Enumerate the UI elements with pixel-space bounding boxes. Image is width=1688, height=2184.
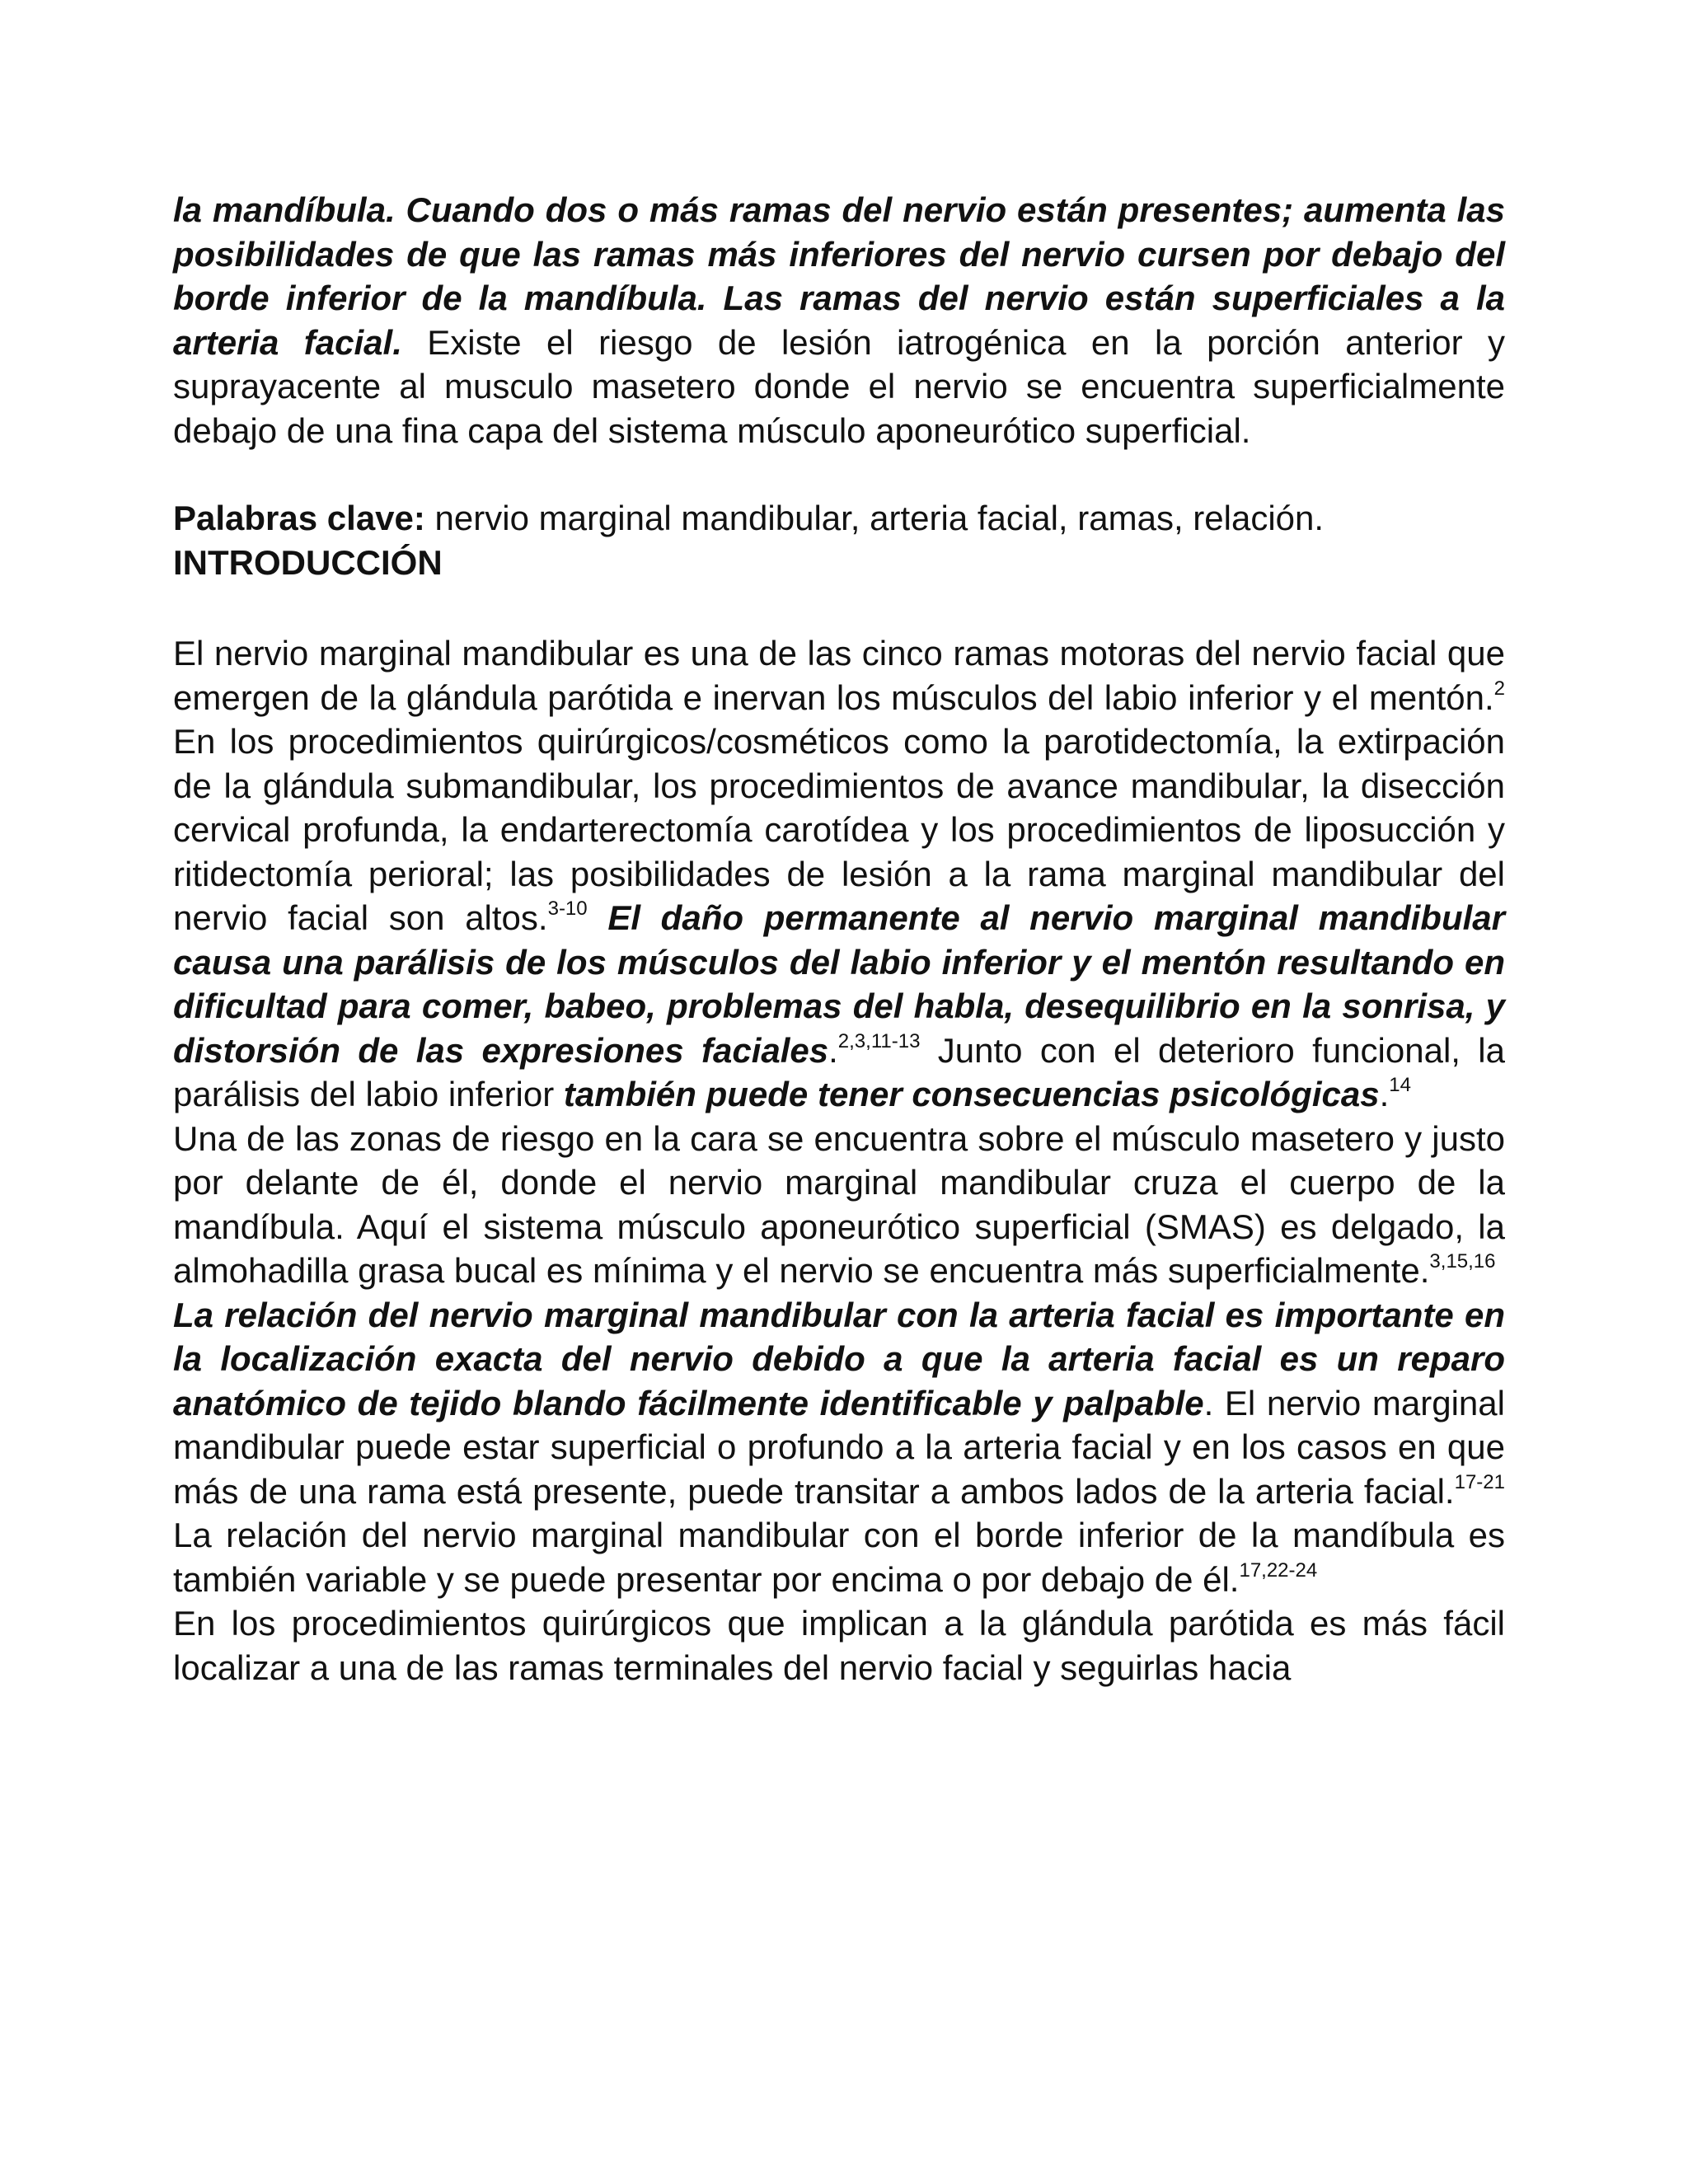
citation: 2,3,11-13 — [837, 1029, 921, 1052]
intro-paragraph-2 — [173, 1117, 1505, 1293]
intro-p2-text-1: Una de las zonas de riesgo en la cara se encuentra sobre el músculo masetero y justo por delante de él, donde el nervio marginal mandibular cruza el cuerpo de la mandíbula. Aquí el sistema músculo aponeurótico superficial (SMAS) es delgado, la almohadilla grasa bucal es mínima y el nervio se encuentra más superficialmente. — [173, 1118, 1505, 1290]
intro-paragraph-3 — [173, 1293, 1505, 1602]
intro-p1-emphasis-1: El daño permanente al nervio marginal mandibular causa una parálisis de los músculos del labio inferior y el mentón resultando en dificultad para comer, babeo, problemas del habla, desequilibrio en la sonrisa, y distorsión de las expresiones faciales — [173, 898, 1505, 1070]
intro-p3-emphasis: La relación del nervio marginal mandibular con la arteria facial es importante en la localización exacta del nervio debido a que la arteria facial es un reparo anatómico de tejido blando fácilmente identificable y palpable — [173, 1295, 1505, 1422]
citation: 17-21 — [1454, 1470, 1505, 1493]
intro-p1-text-5: . — [1379, 1075, 1390, 1113]
intro-paragraph-4 — [173, 1601, 1505, 1690]
intro-p3-text-2: La relación del nervio marginal mandibular con el borde inferior de la mandíbula es también variable y se puede presentar por encima o por debajo de él. — [173, 1516, 1505, 1599]
intro-paragraph-1 — [173, 631, 1505, 1117]
intro-p1-text-1: El nervio marginal mandibular es una de las cinco ramas motoras del nervio facial que emergen de la glándula parótida e inervan los músculos del labio inferior y el mentón. — [173, 634, 1505, 717]
keywords-label: Palabras clave: — [173, 499, 425, 537]
citation: 2 — [1493, 677, 1505, 700]
keywords-text: nervio marginal mandibular, arteria facial, ramas, relación. — [424, 499, 1325, 537]
citation: 14 — [1389, 1074, 1411, 1096]
section-heading: INTRODUCCIÓN — [173, 542, 443, 582]
abstract-emphasis: la mandíbula. Cuando dos o más ramas del nervio están presentes; aumenta las posibilidades de que las ramas más inferiores del nervio cursen por debajo del borde inferior de la mandíbula. Las ramas del nervio están superficiales a la arteria facial. — [173, 190, 1505, 362]
abstract-text: Existe el riesgo de lesión iatrogénica en la porción anterior y suprayacente al musculo masetero donde el nervio se encuentra superficialmente debajo de una fina capa del sistema músculo aponeurótico superficial. — [173, 322, 1505, 450]
intro-p1-text-4: Junto con el deterioro funcional, la parálisis del labio inferior — [173, 1030, 1505, 1113]
citation: 3-10 — [547, 898, 588, 920]
intro-p3-text-1: . El nervio marginal mandibular puede estar superficial o profundo a la arteria facial y en los casos en que más de una rama está presente, puede transitar a ambos lados de la arteria facial. — [173, 1383, 1505, 1511]
intro-p1-emphasis-2: también puede tener consecuencias psicológicas — [563, 1075, 1380, 1113]
document-page — [173, 188, 1505, 1690]
intro-p1-text-3: . — [828, 1030, 838, 1070]
intro-p4-text-1: En los procedimientos quirúrgicos que implican a la glándula parótida es más fácil localizar a una de las ramas terminales del nervio facial y seguirlas hacia — [173, 1604, 1505, 1687]
intro-p1-text-2: En los procedimientos quirúrgicos/cosméticos como la parotidectomía, la extirpación de la glándula submandibular, los procedimientos de avance mandibular, la disección cervical profunda, la endarterectomía carotídea y los procedimientos de liposucción y ritidectomía perioral; las posibilidades de lesión a la rama marginal mandibular del nervio facial son altos. — [173, 722, 1505, 937]
citation: 3,15,16 — [1429, 1250, 1496, 1272]
citation: 17,22-24 — [1239, 1558, 1318, 1582]
keywords-paragraph — [173, 496, 1505, 541]
abstract-paragraph — [173, 188, 1505, 452]
